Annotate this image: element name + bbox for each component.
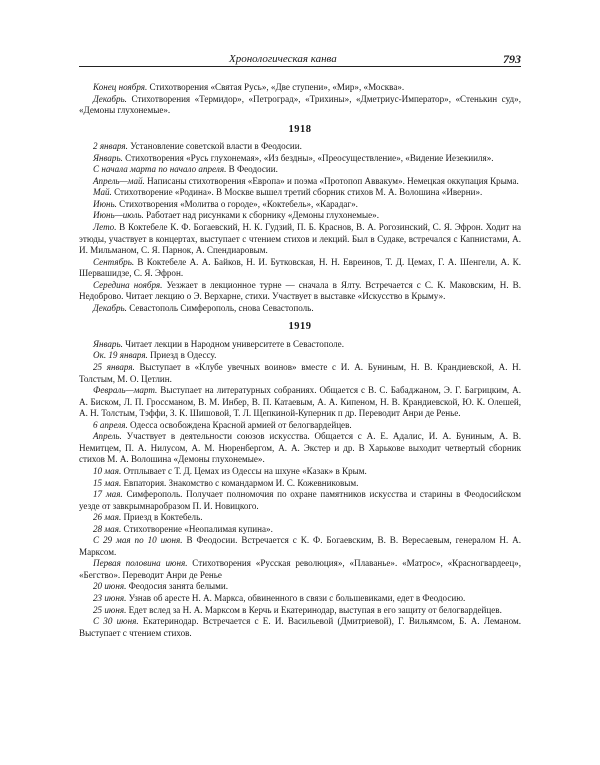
entry-date: 17 мая. <box>93 489 123 500</box>
chronology-entry <box>79 153 521 165</box>
entry-text: Участвует в деятельности союзов искусства. Общается с А. Е. Адалис, И. А. Буниным, А. В. Немитцем, П. А. Нилусом, А. М. Нюренбергом, А. А. Экстер и др. В Харькове выходит четвертый сборник стихов М. А. Волошина «Демоны глухонемые». <box>79 431 521 465</box>
running-header-title: Хронологическая канва <box>229 53 337 65</box>
entry-text: Стихотворение «Родина». В Москве вышел третий сборник стихов М. А. Волошина «Иверни». <box>111 187 483 198</box>
entry-date: С 29 мая по 10 июня. <box>93 535 183 546</box>
chronology-entry <box>79 210 521 222</box>
chronology-entry <box>79 339 521 351</box>
chronology-entry <box>79 222 521 257</box>
entry-date: Апрель. <box>93 431 122 442</box>
year-section <box>79 321 521 639</box>
entry-text: Одесса освобождена Красной армией от белогвардейцев. <box>127 419 352 430</box>
entry-text: Стихотворение «Неопалимая купина». <box>121 523 273 534</box>
entry-date: С 30 июня. <box>93 616 139 627</box>
entry-text: Уезжает в лекционное турне — сначала в Ялту. Встречается с С. К. Маковским, Н. В. Недоброво. Читает лекцию о Э. Верхарне, стихи. Участвует в выставке «Искусство в Крыму». <box>79 279 522 302</box>
chronology-entry <box>79 478 521 490</box>
entry-text: Стихотворения «Святая Русь», «Две ступени», «Мир», «Москва». <box>147 82 405 92</box>
entry-text: Приезд в Коктебель. <box>121 512 203 523</box>
entry-text: Едет вслед за Н. А. Марксом в Керчь и Екатеринодар, выступая в его защиту от белогвардейцев. <box>126 604 502 615</box>
chronology-entry <box>79 199 521 211</box>
chronology-entry <box>79 431 521 466</box>
entry-text: Работает над рисунками к сборнику «Демоны глухонемые». <box>143 210 379 221</box>
chronology-entry <box>79 466 521 478</box>
entry-text: Выступает в «Клубе увечных воинов» вместе с И. А. Буниным, Н. В. Крандиевской, А. Н. Толстым, М. О. Цетлин. <box>79 362 521 384</box>
entry-date: 25 января. <box>93 362 135 373</box>
entry-date: Январь. <box>93 338 123 349</box>
entry-text: Симферополь. Получает полномочия по охране памятников искусства и старины в Феодосийском уезде от завкрымнаробразом П. И. Новицкого. <box>79 489 521 511</box>
chronology-entry <box>79 362 521 385</box>
entry-date: Середина ноября. <box>93 279 163 290</box>
entry-text: Евпатория. Знакомство с командармом И. С. Кожевниковым. <box>121 477 359 488</box>
chronology-entry <box>79 535 521 558</box>
chronology-entry <box>79 524 521 536</box>
entry-date: Апрель—май. <box>93 175 145 186</box>
entry-text: Приезд в Одессу. <box>147 350 217 361</box>
chronology-entry <box>79 593 521 605</box>
chronology-entry <box>79 280 521 303</box>
page-number: 793 <box>503 52 521 66</box>
entry-text: Выступает на литературных собраниях. Общается с В. С. Бабаджаном, Э. Г. Багрицким, А. А. Биском, Л. П. Гроссманом, В. М. Инбер, В. П. Катаевым, А. А. Кипеном, Н. В. Крандиевской, Ю. К. Олешей, А. Н. Толстым, Тэффи, З. К. Шишовой, Т. Л. Щепкиной-Куперник п др. Переводит Анри де Ренье. <box>79 385 521 419</box>
entry-date: Май. <box>93 187 112 198</box>
chronology-entry <box>79 303 521 315</box>
entry-text: В Феодосии. <box>226 164 278 175</box>
entry-date: 2 января. <box>93 141 128 152</box>
entry-date: 23 июня. <box>93 592 127 603</box>
entry-text: Стихотворения «Русь глухонемая», «Из бездны», «Преосуществление», «Видение Иезекииля». <box>122 152 494 163</box>
chronology-entry <box>79 257 521 280</box>
chronology-entry <box>79 512 521 524</box>
chronology-entry <box>79 420 521 432</box>
year-heading: 1919 <box>288 321 312 333</box>
year-section <box>79 124 521 315</box>
entry-text: Читает лекции в Народном университете в Севастополе. <box>122 338 344 349</box>
chronology-entry <box>79 489 521 512</box>
entry-date: Декабрь. <box>93 93 127 104</box>
entry-text: Стихотворения «Русская революция», «Плаванье». «Матрос», «Красногвардеец», «Бегство». Переводит Анри де Ренье <box>79 558 522 580</box>
entry-text: Узнав об аресте Н. А. Маркса, обвиненного в связи с большевиками, едет в Феодосию. <box>126 592 466 603</box>
chronology-entry <box>79 176 521 188</box>
entry-text: Стихотворения «Молитва о городе», «Коктебель», «Карадаг». <box>116 198 358 209</box>
entry-text: Установление советской власти в Феодосии. <box>127 141 302 152</box>
entry-date: Декабрь. <box>93 302 127 313</box>
entry-date: Ок. 19 января. <box>93 350 148 361</box>
entry-date: Июнь. <box>93 198 117 209</box>
chronology-entry <box>79 385 521 420</box>
chronology-entry <box>79 187 521 199</box>
chronology-entry <box>79 82 521 94</box>
header-rule <box>79 66 521 67</box>
chronology-entry <box>79 141 521 153</box>
chronology-entry <box>79 581 521 593</box>
chronology-entry <box>79 558 521 581</box>
year-section <box>79 82 521 117</box>
chronology-entry <box>79 94 521 117</box>
entry-date: 6 апреля. <box>93 419 128 430</box>
chronology-entry <box>79 350 521 362</box>
entry-date: Лето. <box>93 222 117 233</box>
entry-text: Написаны стихотворения «Европа» и поэма «Протопоп Аввакум». Немецкая оккупация Крыма. <box>144 175 519 186</box>
entry-date: Июнь—июль. <box>93 210 144 221</box>
entry-date: 25 июня. <box>93 604 127 615</box>
entry-date: Январь. <box>93 152 123 163</box>
entry-date: Первая половина июня. <box>93 558 188 569</box>
entry-date: Сентябрь. <box>93 256 135 267</box>
entry-date: 26 мая. <box>93 512 122 523</box>
entry-text: Феодосия занята белыми. <box>126 581 229 592</box>
chronology-entry <box>79 164 521 176</box>
chronology-entry <box>79 605 521 617</box>
entry-date: Февраль—март. <box>93 385 158 396</box>
entry-text: Стихотворения «Термидор», «Петроград», «Трихины», «Дметриус-Император», «Стенькин суд», «Демоны глухонемые». <box>79 93 521 116</box>
entry-date: С начала марта по начало апреля. <box>93 164 227 175</box>
entry-date: 10 мая. <box>93 465 122 476</box>
chronology-entry <box>79 616 521 639</box>
entry-text: В Феодосии. Встречается с К. Ф. Богаевским, В. В. Вересаевым, генералом Н. А. Марксом. <box>79 535 521 557</box>
year-heading: 1918 <box>288 123 312 135</box>
entry-text: Екатеринодар. Встречается с Е. И. Васильевой (Дмитриевой), Г. Вильямсом, Б. А. Леманом. Выступает с чтением стихов. <box>79 616 521 638</box>
entry-date: 20 июня. <box>93 581 127 592</box>
entry-date: 15 мая. <box>93 477 122 488</box>
entry-date: 28 мая. <box>93 523 122 534</box>
chronology-body <box>79 82 521 639</box>
entry-text: Отплывает с Т. Д. Цемах из Одессы на шхуне «Казак» в Крым. <box>121 465 367 476</box>
entry-text: В Коктебеле К. Ф. Богаевский, Н. К. Гудзий, П. Б. Краснов, В. А. Рогозинский, С. Я. Эфрон. Ходит на этюды, участвует в концертах, выступает с чтением стихов и лекций. Был в Судаке, встречался с Капнистами, А. И. Мильманом, С. Я. Парнок, А. Спендиаровым. <box>79 222 521 256</box>
entry-text: Севастополь Симферополь, снова Севастополь. <box>126 302 314 313</box>
entry-date: Конец ноября. <box>93 82 148 92</box>
entry-text: В Коктебеле А. А. Байков, Н. И. Бутковская, Н. Н. Евреинов, Т. Д. Цемах, Г. А. Шенгели, А. К. Шервашидзе, С. Я. Эфрон. <box>79 256 521 279</box>
